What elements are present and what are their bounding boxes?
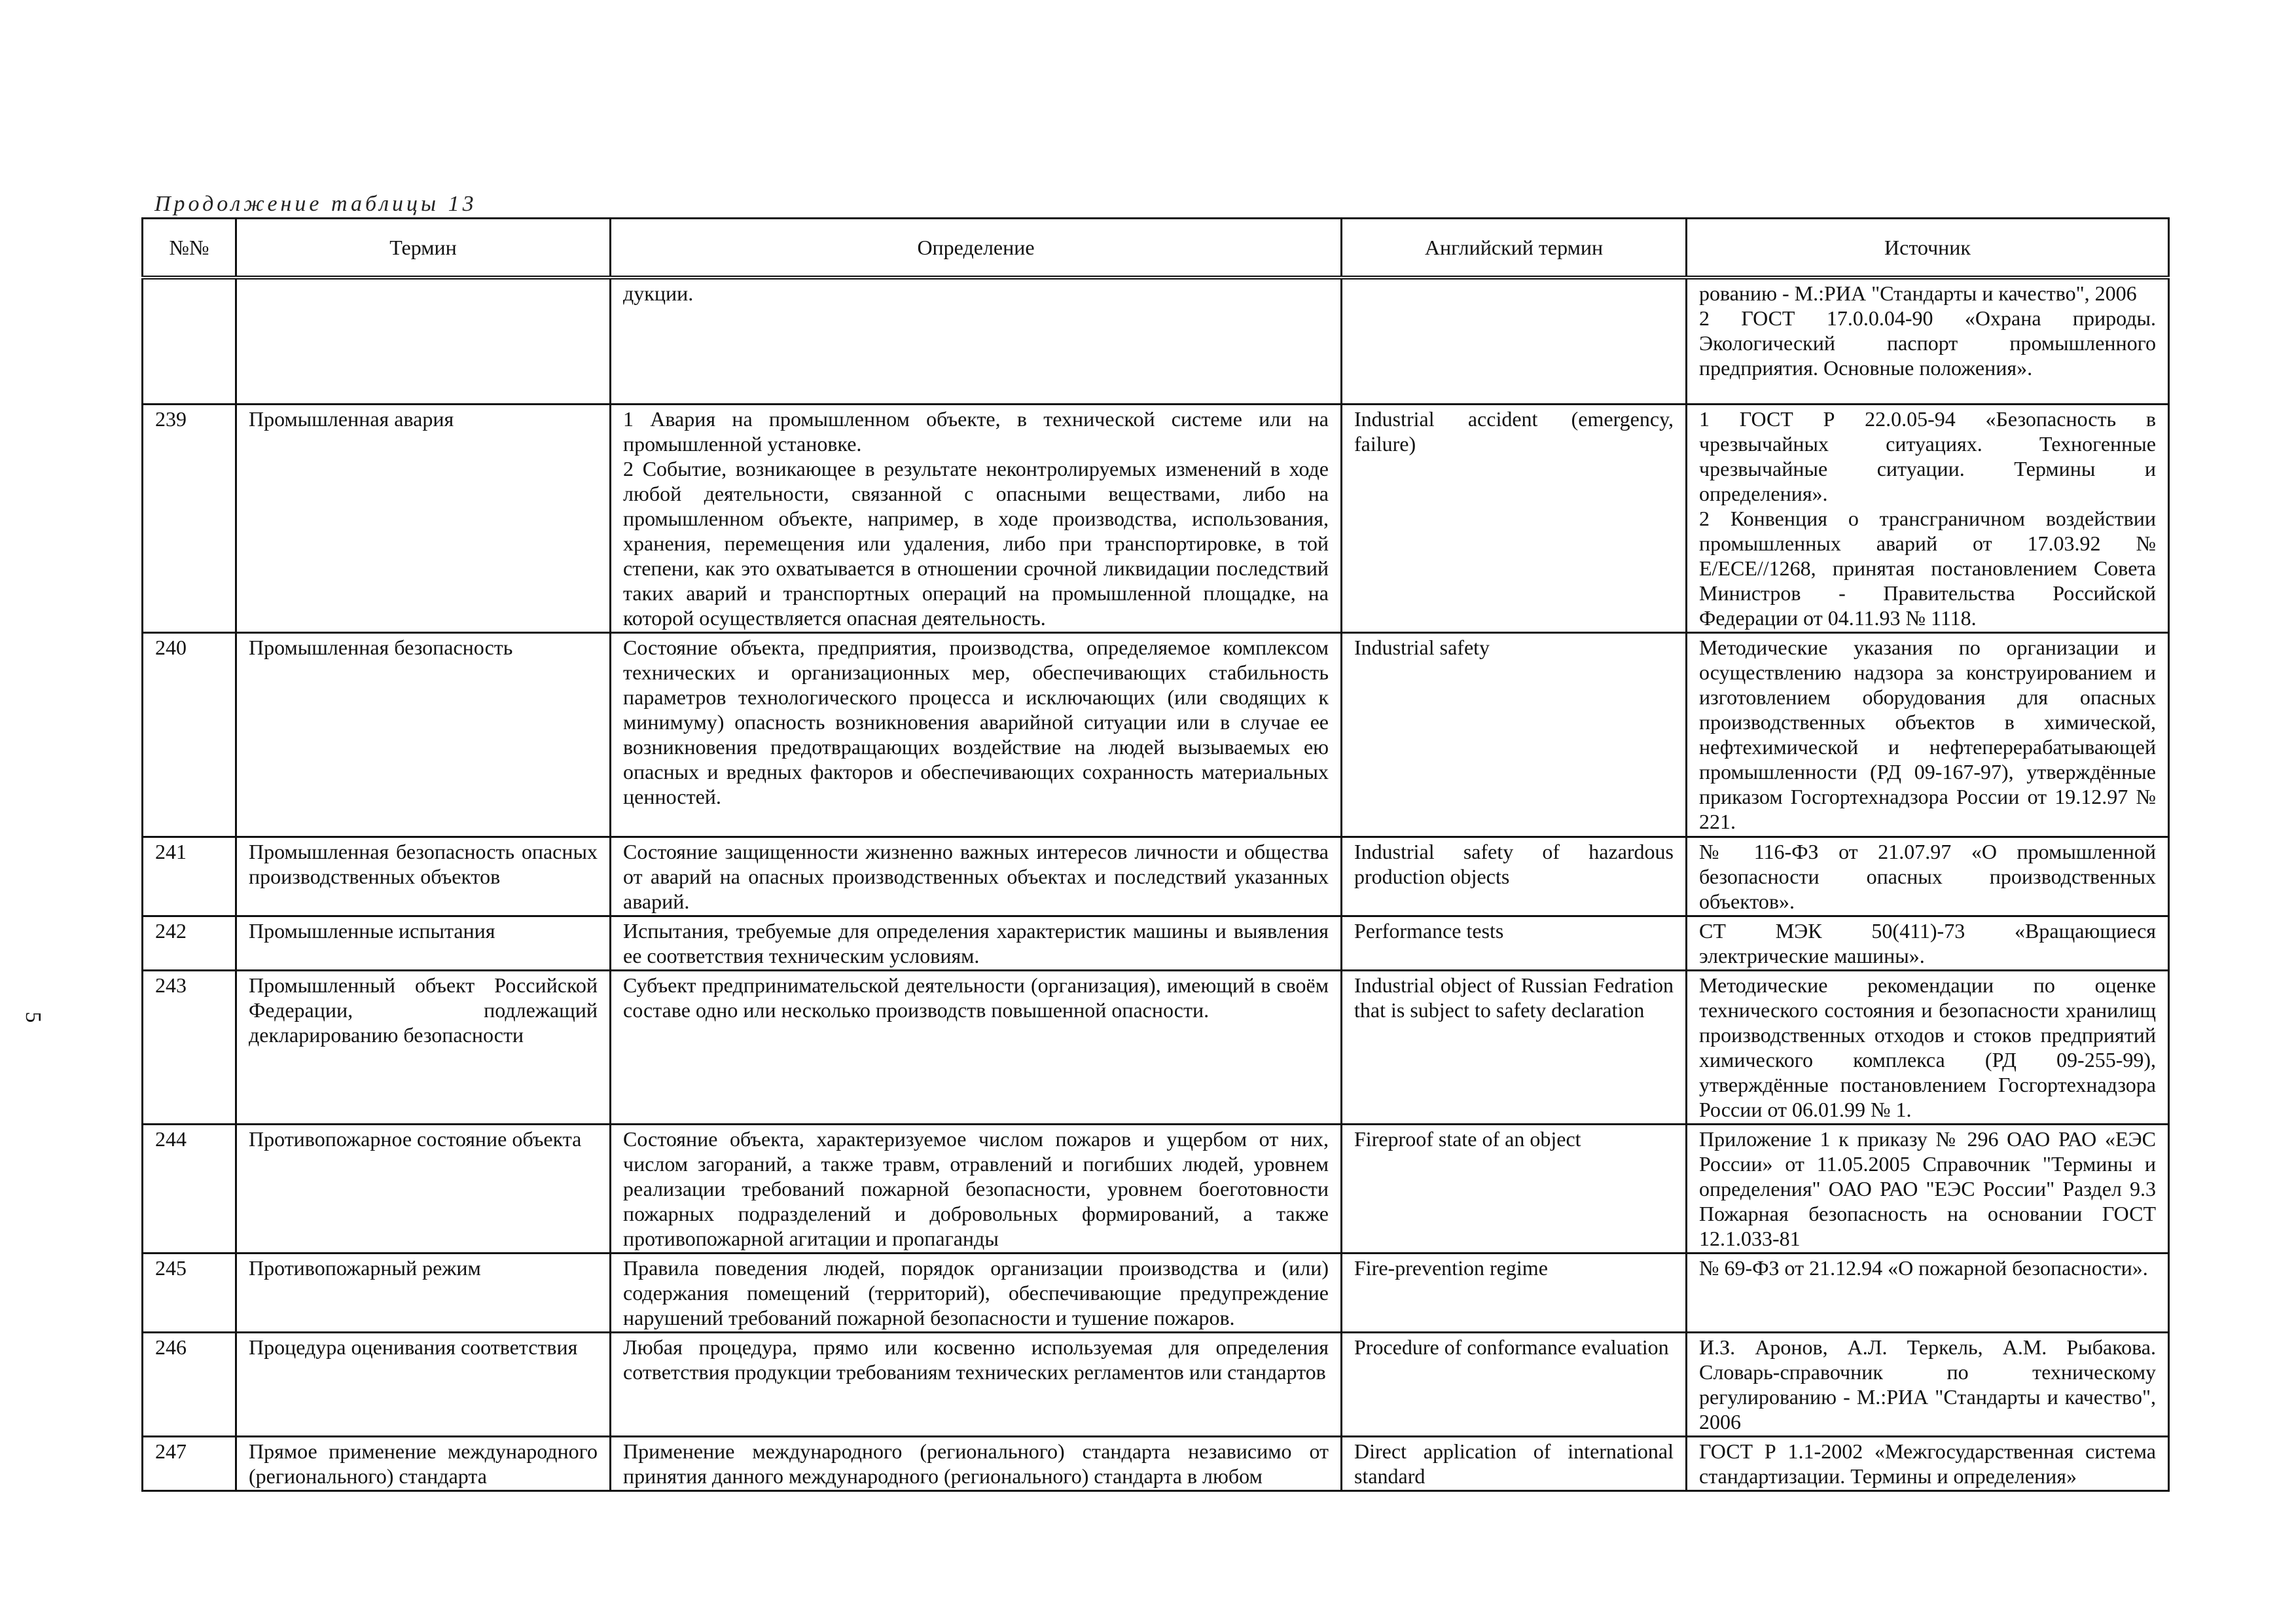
row-source: № 69-ФЗ от 21.12.94 «О пожарной безопасности». [1687,1253,2169,1332]
row-english-term: Industrial object of Russian Fedration that is subject to safety declaration [1342,970,1687,1124]
row-source: № 116-ФЗ от 21.07.97 «О промышленной безопасности опасных производственных объектов». [1687,837,2169,916]
row-term: Промышленная безопасность опасных производственных объектов [236,837,611,916]
row-number: 243 [143,970,236,1124]
table-row [143,632,2169,837]
header-source: Источник [1687,219,2169,278]
row-definition: Состояние защищенности жизненно важных интересов личности и общества от аварий на опасных производственных объектах и последствий указанных аварий. [611,837,1342,916]
row-english-term: Industrial accident (emergency, failure) [1342,404,1687,632]
row-number: 245 [143,1253,236,1332]
row-number [143,278,236,404]
row-term: Промышленная авария [236,404,611,632]
row-source: Приложение 1 к приказу № 296 ОАО РАО «ЕЭС России» от 11.05.2005 Справочник "Термины и определения" ОАО РАО "ЕЭС России" Раздел 9.3 Пожарная безопасность на основании ГОСТ 12.1.033-81 [1687,1124,2169,1253]
row-source: рованию - М.:РИА "Стандарты и качество", 2006 2 ГОСТ 17.0.0.04-90 «Охрана природы. Экологический паспорт промышленного предприятия. Основные положения». [1687,278,2169,404]
table-caption: Продолжение таблицы 13 [154,192,477,216]
row-english-term [1342,278,1687,404]
table-row [143,916,2169,970]
row-definition: Применение международного (регионального) стандарта независимо от принятия данного международного (регионального) стандарта в любом [611,1436,1342,1490]
table-row [143,1124,2169,1253]
row-definition: Правила поведения людей, порядок организации производства и (или) содержания помещений (территорий), обеспечивающие предупреждение нарушений требований пожарной безопасности и тушение пожаров. [611,1253,1342,1332]
row-number: 241 [143,837,236,916]
row-number: 239 [143,404,236,632]
row-term: Промышленные испытания [236,916,611,970]
row-term: Прямое применение международного (регионального) стандарта [236,1436,611,1490]
table-row [143,1253,2169,1332]
row-english-term: Performance tests [1342,916,1687,970]
row-definition: 1 Авария на промышленном объекте, в технической системе или на промышленной установке. 2 Событие, возникающее в результате неконтролируемых изменений в ходе любой деятельности, связанной с опасными веществами, либо на промышленном объекте, например, в ходе производства, использования, хранения, перемещения или удаления, либо при транспортировке, в той степени, как это охватывается в отношении срочной ликвидации последствий таких аварий и транспортных операций на промышленной площадке, на которой осуществляется опасная деятельность. [611,404,1342,632]
row-english-term: Industrial safety [1342,632,1687,837]
row-english-term: Fireproof state of an object [1342,1124,1687,1253]
row-number: 247 [143,1436,236,1490]
row-source: СТ МЭК 50(411)-73 «Вращающиеся электрические машины». [1687,916,2169,970]
row-definition: Субъект предпринимательской деятельности (организация), имеющий в своём составе одно или несколько производств повышенной опасности. [611,970,1342,1124]
row-definition: дукции. [611,278,1342,404]
row-term: Противопожарный режим [236,1253,611,1332]
row-definition: Состояние объекта, предприятия, производства, определяемое комплексом технических и организационных мер, обеспечивающих стабильность параметров технологического процесса и исключающих (или сводящих к минимуму) опасность возникновения аварийной ситуации или в случае ее возникновения предотвращающих воздействие на людей вызываемых ею опасных и вредных факторов и обеспечивающих сохранность материальных ценностей. [611,632,1342,837]
header-english-term: Английский термин [1342,219,1687,278]
terms-table [141,217,2170,1492]
row-english-term: Industrial safety of hazardous production objects [1342,837,1687,916]
table-row [143,1436,2169,1490]
row-english-term: Direct application of international standard [1342,1436,1687,1490]
table-row [143,404,2169,632]
table-row [143,278,2169,404]
page-number: 5 [21,1011,45,1023]
row-definition: Любая процедура, прямо или косвенно используемая для определения сответствия продукции требованиям технических регламентов или стандартов [611,1332,1342,1436]
row-term: Промышленный объект Российской Федерации, подлежащий декларированию безопасности [236,970,611,1124]
row-definition: Состояние объекта, характеризуемое числом пожаров и ущербом от них, числом загораний, а также травм, отравлений и погибших людей, уровнем реализации требований пожарной безопасности, уровнем боеготовности пожарных подразделений и добровольных формирований, а также противопожарной агитации и пропаганды [611,1124,1342,1253]
row-source: Методические указания по организации и осуществлению надзора за конструированием и изготовлением оборудования для опасных производственных объектов в химической, нефтехимической и нефтеперерабатывающей промышленности (РД 09-167-97), утверждённые приказом Госгортехнадзора России от 19.12.97 № 221. [1687,632,2169,837]
row-term: Промышленная безопасность [236,632,611,837]
table-row [143,970,2169,1124]
row-term: Противопожарное состояние объекта [236,1124,611,1253]
row-source: 1 ГОСТ Р 22.0.05-94 «Безопасность в чрезвычайных ситуациях. Техногенные чрезвычайные ситуации. Термины и определения». 2 Конвенция о трансграничном воздействии промышленных аварий от 17.03.92 № E/ECE//1268, принятая постановлением Совета Министров - Правительства Российской Федерации от 04.11.93 № 1118. [1687,404,2169,632]
row-source: Методические рекомендации по оценке технического состояния и безопасности хранилищ производственных отходов и стоков предприятий химического комплекса (РД 09-255-99), утверждённые постановлением Госгортехнадзора России от 06.01.99 № 1. [1687,970,2169,1124]
row-term: Процедура оценивания соответствия [236,1332,611,1436]
table-header-row [143,219,2169,278]
table-row [143,1332,2169,1436]
row-english-term: Fire-prevention regime [1342,1253,1687,1332]
row-source: И.З. Аронов, А.Л. Теркель, А.М. Рыбакова. Словарь-справочник по техническому регулированию - М.:РИА "Стандарты и качество", 2006 [1687,1332,2169,1436]
row-number: 242 [143,916,236,970]
row-number: 246 [143,1332,236,1436]
row-number: 244 [143,1124,236,1253]
row-number: 240 [143,632,236,837]
row-source: ГОСТ Р 1.1-2002 «Межгосударственная система стандартизации. Термины и определения» [1687,1436,2169,1490]
row-definition: Испытания, требуемые для определения характеристик машины и выявления ее соответствия техническим условиям. [611,916,1342,970]
header-number: №№ [143,219,236,278]
row-term [236,278,611,404]
table-row [143,837,2169,916]
header-definition: Определение [611,219,1342,278]
row-english-term: Procedure of conformance evaluation [1342,1332,1687,1436]
header-term: Термин [236,219,611,278]
